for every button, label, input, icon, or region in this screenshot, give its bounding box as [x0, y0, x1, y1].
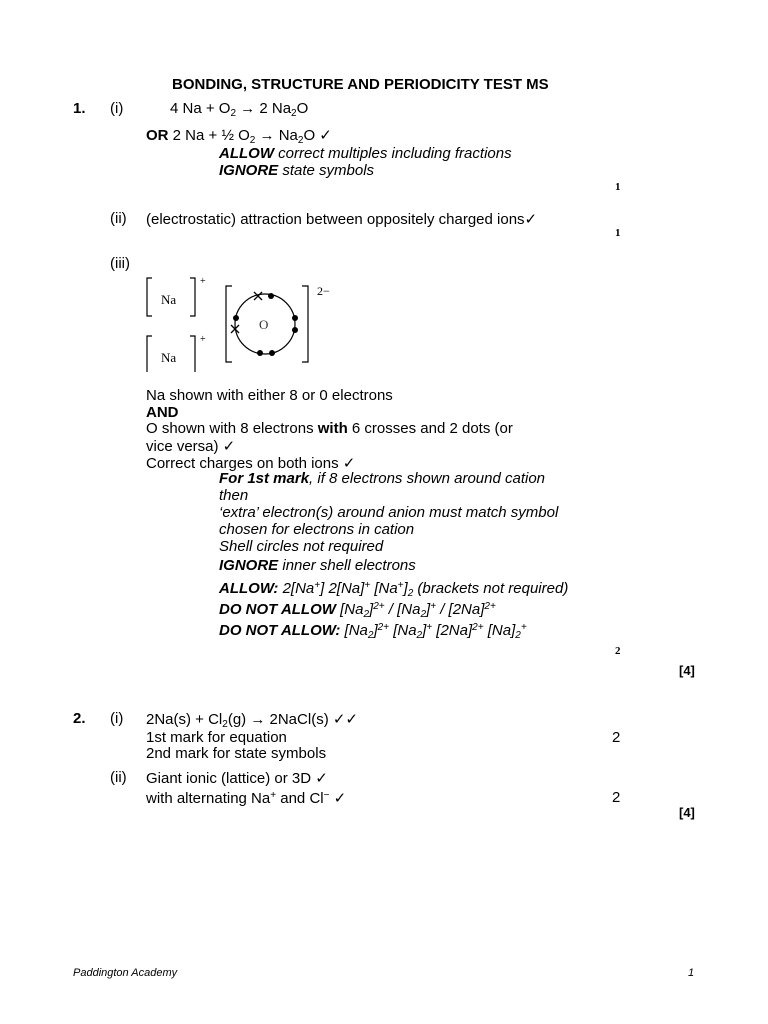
mark: 2 [615, 645, 621, 657]
do-not-allow-line: DO NOT ALLOW $[Na_2]^{2+} / [Na_2]^+ / [2Na]^{2+}$ [219, 601, 496, 620]
mark: 2 [612, 729, 621, 746]
ignore-note: IGNORE state symbols [219, 162, 375, 179]
note-line: then [219, 487, 249, 504]
mark: 2 [612, 789, 621, 806]
part-label: (ii) [110, 210, 127, 227]
na-symbol-1: Na [161, 292, 177, 307]
do-not-allow-line: DO NOT ALLOW: $[Na_2]^{2+}$ $[Na_2]^+$ $[2Na]^{2+}$ $[Na]_2^+$ [219, 622, 527, 641]
answer-text: Giant ionic (lattice) or 3D ✓ [146, 770, 328, 787]
criteria-line: Correct charges on both ions ✓ [146, 455, 356, 472]
mark: 1 [615, 227, 621, 239]
footer-school: Paddington Academy [73, 967, 178, 979]
note-line: chosen for electrons in cation [219, 521, 415, 538]
o-symbol: O [259, 317, 269, 332]
equation: $2Na(s) + Cl_2(g)$ → 2NaCl(s) ✓✓ [146, 711, 358, 730]
question-total: [4] [679, 805, 695, 820]
note-line: IGNORE inner shell electrons [219, 557, 416, 574]
note-line: Shell circles not required [219, 538, 384, 555]
question-number: 1. [73, 100, 86, 117]
allow-note: ALLOW correct multiples including fractions [219, 145, 512, 162]
charge-2minus: 2− [317, 284, 330, 298]
equation-2: OR 2 Na + ½ $O_2 \to Na_2O$ ✓ [146, 127, 332, 146]
note-line: ‘extra’ electron(s) around anion must match symbol [219, 504, 559, 521]
question-number: 2. [73, 710, 86, 727]
criteria-line: vice versa) ✓ [146, 438, 236, 455]
part-label: (iii) [110, 255, 130, 272]
page-title: BONDING, STRUCTURE AND PERIODICITY TEST MS [172, 76, 549, 93]
criteria-line: O shown with 8 electrons with 6 crosses and 2 dots (or [146, 420, 513, 437]
part-label: (ii) [110, 769, 127, 786]
part-label: (i) [110, 710, 124, 727]
question-total: [4] [679, 663, 695, 678]
criteria-and: AND [146, 404, 179, 421]
mark-scheme-line: 1st mark for equation [146, 729, 287, 746]
dot-cross-diagram [140, 272, 340, 372]
charge-plus-1: + [200, 276, 206, 287]
mark-scheme-line: 2nd mark for state symbols [146, 745, 327, 762]
allow-line: ALLOW: 2[Na+] 2[Na]+ $[Na^+]_2$ (brackets not required) [219, 580, 569, 599]
charge-plus-2: + [200, 334, 206, 345]
criteria-line: Na shown with either 8 or 0 electrons [146, 387, 393, 404]
equation-1: 4 $Na + O_2 \to 2$ $Na_2O$ [170, 100, 309, 119]
note-line: For 1st mark, if 8 electrons shown around cation [219, 470, 546, 487]
mark: 1 [615, 181, 621, 193]
page-number: 1 [688, 967, 695, 979]
part-label: (i) [110, 100, 124, 117]
na-symbol-2: Na [161, 350, 177, 365]
answer-text: (electrostatic) attraction between oppositely charged ions✓ [146, 211, 538, 228]
answer-text: with alternating Na+ and Cl− ✓ [146, 790, 347, 807]
